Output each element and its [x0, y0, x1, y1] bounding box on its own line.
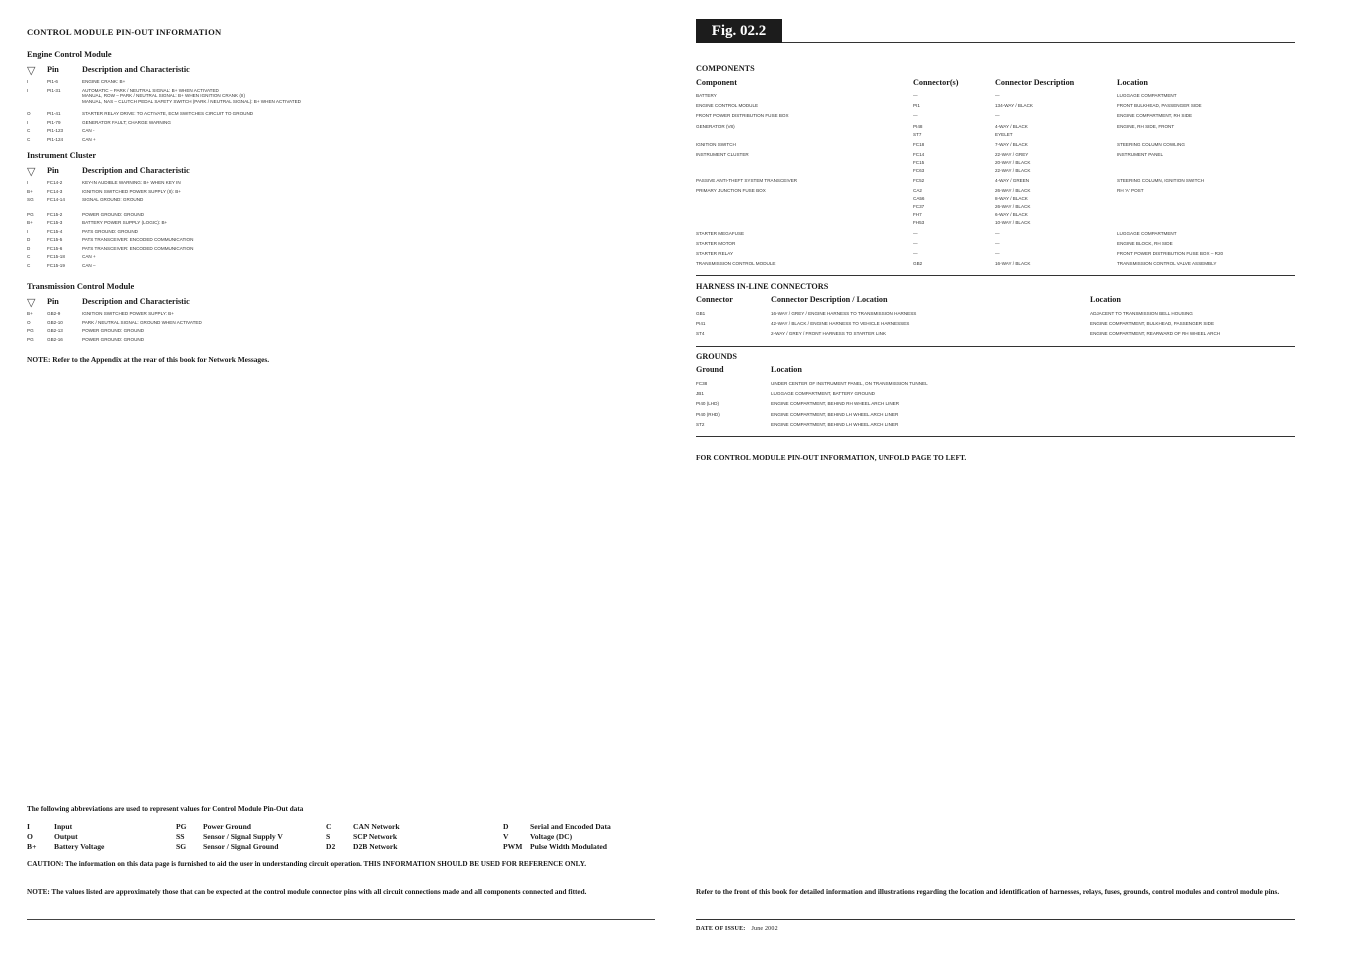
pin-description: KEY-IN AUDIBLE WARNING: B+ WHEN KEY IN	[82, 180, 181, 185]
pin-row	[27, 229, 655, 238]
description-column-header: Description and Characteristic	[82, 166, 190, 175]
ground-location: ENGINE COMPARTMENT, BEHIND LH WHEEL ARCH LINER	[771, 421, 899, 427]
component-location: ENGINE COMPARTMENT, RH SIDE	[1117, 113, 1193, 119]
harness-description: 42-WAY / BLACK / ENGINE HARNESS TO VEHICLE HARNESSES	[771, 321, 910, 327]
abbreviation-code: I	[27, 822, 30, 831]
reference-note: Refer to the front of this book for detailed information and illustrations regarding the location and identification of harnesses, relays, fuses, grounds, control modules and control module pins.	[696, 888, 1280, 896]
connector-description: 22-WAY / GREY 20-WAY / BLACK 22-WAY / BLACK	[995, 151, 1031, 173]
abbreviation-meaning: CAN Network	[353, 822, 400, 831]
table-row	[696, 320, 1295, 330]
pin-id: FC15-6	[47, 245, 63, 251]
connector-ids: PI48 ST7	[913, 123, 923, 137]
pin-description: CAN –	[82, 262, 96, 268]
date-of-issue	[696, 926, 778, 932]
abbreviations-legend	[27, 822, 667, 854]
pin-description: POWER GROUND: GROUND	[82, 336, 145, 342]
abbreviation-meaning: Serial and Encoded Data	[530, 822, 611, 831]
grounds-title: GROUNDS	[696, 352, 737, 361]
pin-column-header: Pin	[47, 65, 59, 74]
table-row	[696, 92, 1295, 102]
pin-type: I	[27, 79, 29, 84]
table-row	[696, 380, 1295, 390]
abbreviation-code: PWM	[503, 842, 523, 851]
abbreviation-code: D2	[326, 842, 336, 851]
divider	[696, 919, 1295, 920]
pin-id: GB2-10	[47, 319, 63, 325]
table-row	[696, 187, 1295, 229]
description-column-header: Description and Characteristic	[82, 65, 190, 74]
abbreviation-meaning: Voltage (DC)	[530, 832, 573, 841]
abbreviation-meaning: Sensor / Signal Ground	[203, 842, 279, 851]
component-location: RH 'A' POST	[1117, 188, 1144, 194]
divider	[782, 42, 1295, 43]
pin-type: SG	[27, 197, 34, 202]
pin-id: PI1-31	[47, 87, 61, 93]
pin-row	[27, 311, 655, 320]
harness-connector: PI41	[696, 321, 706, 327]
pin-row	[27, 212, 655, 221]
ground-id: JB1	[696, 391, 704, 397]
pin-type: C	[27, 128, 31, 134]
ground-location: ENGINE COMPARTMENT, BEHIND RH WHEEL ARCH LINER	[771, 401, 900, 407]
pin-description: POWER GROUND: GROUND	[82, 211, 145, 217]
pin-type: B+	[27, 311, 33, 316]
pin-table-header	[27, 297, 655, 309]
pin-description: CAN +	[82, 136, 96, 142]
pin-id: FC14-2	[47, 180, 63, 185]
pin-description: PATS GROUND: GROUND	[82, 228, 138, 234]
page-title: CONTROL MODULE PIN-OUT INFORMATION	[27, 27, 222, 37]
abbreviation-code: PG	[176, 822, 187, 831]
connectors-column-header: Connector(s)	[913, 78, 959, 87]
component-location: LUGGAGE COMPARTMENT	[1117, 93, 1177, 98]
connector-description: —	[995, 113, 1000, 119]
pin-type: PG	[27, 328, 34, 333]
pin-row	[27, 246, 655, 255]
pin-type: I	[27, 180, 29, 185]
pin-column-header: Pin	[47, 297, 59, 306]
pin-table-header	[27, 65, 655, 77]
pin-row	[27, 189, 655, 198]
abbreviation-code: SG	[176, 842, 187, 851]
pin-description: PATS TRANSCEIVER: ENCODED COMMUNICATION	[82, 237, 194, 242]
values-note: NOTE: The values listed are approximately those that can be expected at the control module connector pins with all circuit connections made and all components connected and fitted.	[27, 888, 587, 896]
left-page	[27, 0, 655, 954]
abbreviation-code: V	[503, 832, 509, 841]
module-heading: Transmission Control Module	[27, 282, 135, 291]
pin-row	[27, 328, 655, 337]
pin-type: C	[27, 254, 31, 259]
abbreviation-meaning: Pulse Width Modulated	[530, 842, 607, 851]
ground-location: ENGINE COMPARTMENT, BEHIND LH WHEEL ARCH LINER	[771, 411, 899, 417]
table-row	[696, 310, 1295, 320]
table-row	[696, 240, 1295, 250]
component-location: ENGINE, RH SIDE, FRONT	[1117, 123, 1175, 129]
table-row	[696, 260, 1295, 270]
pin-row	[27, 254, 655, 263]
abbreviation-meaning: Input	[54, 822, 73, 831]
abbreviation-meaning: SCP Network	[353, 832, 398, 841]
pin-type: PG	[27, 336, 34, 342]
pin-id: PI1-123	[47, 128, 64, 134]
pin-description: STARTER RELAY DRIVE: TO ACTIVATE, ECM SWITCHES CIRCUIT TO GROUND	[82, 111, 254, 117]
abbreviation-code: S	[326, 832, 331, 841]
location-column-header: Location	[771, 365, 802, 374]
connector-description-column-header: Connector Description	[995, 78, 1075, 87]
connector-ids: CA2 CA56 FC37 FH7 FH53	[913, 188, 925, 226]
caution-note: CAUTION: The information on this data page is furnished to aid the user in understanding circuit operation. THIS INFORMATION SHOULD BE USED FOR REFERENCE ONLY.	[27, 860, 587, 868]
pin-id: FC14-14	[47, 197, 65, 202]
connector-description: 4-WAY / GREEN	[995, 178, 1030, 184]
divider	[696, 436, 1295, 437]
pin-id: FC15-19	[47, 262, 65, 268]
component-location: STEERING COLUMN COWLING	[1117, 141, 1185, 147]
components-title: COMPONENTS	[696, 64, 755, 73]
component-name: FRONT POWER DISTRIBUTION FUSE BOX	[696, 113, 789, 119]
harness-connector: ST4	[696, 331, 705, 337]
pin-type: PG	[27, 211, 34, 217]
pin-description: PATS TRANSCEIVER: ENCODED COMMUNICATION	[82, 245, 194, 251]
grounds-table	[696, 380, 1295, 431]
connector-ids: —	[913, 93, 918, 98]
pin-type: B+	[27, 188, 33, 194]
abbreviation-code: O	[27, 832, 33, 841]
connector-description: 134-WAY / BLACK	[995, 103, 1033, 109]
table-row	[696, 230, 1295, 240]
table-row	[696, 421, 1295, 431]
location-column-header: Location	[1117, 78, 1148, 87]
component-name: PASSIVE ANTI-THEFT SYSTEM TRANSCEIVER	[696, 178, 798, 184]
component-name: GENERATOR (V8)	[696, 123, 735, 129]
component-name: INSTRUMENT CLUSTER	[696, 151, 749, 157]
pin-type: C	[27, 262, 31, 268]
abbreviation-meaning: Battery Voltage	[54, 842, 105, 851]
description-column-header: Description and Characteristic	[82, 297, 190, 306]
divider	[696, 346, 1295, 347]
connector-description: 7-WAY / BLACK	[995, 141, 1028, 147]
pin-type: D	[27, 245, 31, 251]
component-name: STARTER RELAY	[696, 250, 734, 256]
connector-ids: —	[913, 230, 918, 236]
pin-row	[27, 137, 655, 146]
connector-description: —	[995, 230, 1000, 236]
component-location: STEERING COLUMN, IGNITION SWITCH	[1117, 178, 1205, 184]
harness-location: ADJACENT TO TRANSMISSION BELL HOUSING	[1090, 311, 1193, 316]
module-engine-control	[27, 50, 655, 145]
pin-description: SIGNAL GROUND: GROUND	[82, 197, 144, 202]
connector-ids: —	[913, 240, 918, 246]
triangle-icon: ▽	[27, 65, 36, 77]
abbreviation-code: C	[326, 822, 332, 831]
abbreviation-code: B+	[27, 842, 37, 851]
pin-description: POWER GROUND: GROUND	[82, 328, 145, 333]
right-page	[696, 0, 1295, 954]
pin-row	[27, 120, 655, 129]
pin-row	[27, 111, 655, 120]
pin-rows	[27, 79, 655, 145]
abbreviation-meaning: Output	[54, 832, 78, 841]
ground-id: ST2	[696, 421, 705, 427]
pin-row	[27, 337, 655, 346]
connector-ids: PI1	[913, 103, 920, 109]
abbreviation-meaning: Sensor / Signal Supply V	[203, 832, 283, 841]
ground-id: PI40 (RHD)	[696, 411, 720, 417]
abbreviation-meaning: D2B Network	[353, 842, 398, 851]
pin-column-header: Pin	[47, 166, 59, 175]
ground-column-header: Ground	[696, 365, 724, 374]
pin-id: PI1-79	[47, 119, 61, 125]
table-row	[696, 112, 1295, 122]
table-row	[696, 400, 1295, 410]
ground-id: FC38	[696, 381, 708, 386]
abbreviation-meaning: Power Ground	[203, 822, 252, 831]
ground-location: UNDER CENTER OF INSTRUMENT PANEL, ON TRANSMISSION TUNNEL	[771, 381, 928, 386]
table-row	[696, 177, 1295, 187]
pin-row	[27, 180, 655, 189]
network-messages-note: NOTE: Refer to the Appendix at the rear of this book for Network Messages.	[27, 355, 270, 364]
connector-description: 26-WAY / BLACK 8-WAY / BLACK 26-WAY / BLACK 6-WAY / BLACK 10-WAY / BLACK	[995, 188, 1031, 226]
harness-description: 2-WAY / GREY / FRONT HARNESS TO STARTER LINK	[771, 331, 887, 337]
pin-rows	[27, 311, 655, 345]
component-location: ENGINE BLOCK, RH SIDE	[1117, 240, 1173, 246]
pin-type: B+	[27, 220, 33, 225]
component-name: IGNITION SWITCH	[696, 141, 736, 147]
pin-description: AUTOMATIC – PARK / NEUTRAL SIGNAL: B+ WHEN ACTIVATED MANUAL, ROW – PARK / NEUTRAL SIGNAL: B+ WHEN IGNITION CRANK (II) MANUAL, NAS – CLUTCH PEDAL SAFETY SWITCH (PARK / NEUTRAL SIGNAL): B+ WHEN ACTIVATED	[82, 87, 301, 104]
abbreviations-intro: The following abbreviations are used to represent values for Control Module Pin-Out data	[27, 805, 304, 813]
harness-title: HARNESS IN-LINE CONNECTORS	[696, 282, 829, 291]
connector-description: 16-WAY / BLACK	[995, 261, 1031, 267]
connector-description: —	[995, 250, 1000, 256]
table-row	[696, 123, 1295, 141]
pin-type: C	[27, 136, 31, 142]
table-row	[696, 141, 1295, 151]
connector-ids: FC18	[913, 141, 925, 147]
date-label: DATE OF ISSUE:	[696, 926, 746, 932]
triangle-icon: ▽	[27, 297, 36, 309]
pin-type: I	[27, 228, 29, 234]
connector-column-header: Connector	[696, 295, 733, 304]
connector-ids: —	[913, 250, 918, 256]
pin-description: BATTERY POWER SUPPLY (LOGIC): B+	[82, 220, 168, 225]
component-location: FRONT POWER DISTRIBUTION FUSE BOX – R20	[1117, 250, 1224, 256]
components-header	[696, 78, 1295, 90]
component-location: INSTRUMENT PANEL	[1117, 151, 1164, 157]
connector-ids: FC52	[913, 178, 925, 184]
harness-location: ENGINE COMPARTMENT, REARWARD OF RH WHEEL ARCH	[1090, 331, 1221, 337]
pin-row	[27, 320, 655, 329]
components-table	[696, 92, 1295, 270]
component-name: PRIMARY JUNCTION FUSE BOX	[696, 188, 766, 194]
pin-id: FC15-18	[47, 254, 65, 259]
abbreviation-code: SS	[176, 832, 185, 841]
component-name: BATTERY	[696, 93, 717, 98]
table-row	[696, 151, 1295, 177]
pin-row	[27, 128, 655, 137]
unfold-instruction: FOR CONTROL MODULE PIN-OUT INFORMATION, UNFOLD PAGE TO LEFT.	[696, 453, 967, 462]
component-name: ENGINE CONTROL MODULE	[696, 103, 759, 109]
pin-id: FC15-4	[47, 228, 63, 234]
pin-type: D	[27, 237, 31, 242]
connector-description: —	[995, 93, 1000, 98]
pin-description: IGNITION SWITCHED POWER SUPPLY (II): B+	[82, 188, 181, 194]
pin-id: PI1-41	[47, 111, 61, 117]
connector-ids: FC14 FC15 FC63	[913, 151, 925, 173]
divider	[696, 275, 1295, 276]
pin-row	[27, 220, 655, 229]
connector-description-location-column-header: Connector Description / Location	[771, 295, 888, 304]
connector-description: —	[995, 240, 1000, 246]
abbreviation-code: D	[503, 822, 509, 831]
harness-description: 16-WAY / GREY / ENGINE HARNESS TO TRANSMISSION HARNESS	[771, 311, 917, 316]
pin-id: FC14-3	[47, 188, 63, 194]
pin-row	[27, 263, 655, 272]
component-column-header: Component	[696, 78, 737, 87]
pin-description: ENGINE CRANK: B+	[82, 79, 126, 84]
harness-header	[696, 295, 1295, 307]
pin-id: GB2-9	[47, 311, 61, 316]
component-location: LUGGAGE COMPARTMENT	[1117, 230, 1177, 236]
pin-id: GB2-13	[47, 328, 63, 333]
divider	[27, 919, 655, 920]
location-column-header: Location	[1090, 295, 1121, 304]
pin-type: O	[27, 319, 31, 325]
harness-table	[696, 310, 1295, 341]
date-value: June 2002	[751, 926, 778, 932]
component-name: TRANSMISSION CONTROL MODULE	[696, 261, 776, 267]
pin-type: I	[27, 87, 29, 93]
module-transmission-control	[27, 282, 655, 345]
pin-id: PI1-6	[47, 79, 58, 84]
module-instrument-cluster	[27, 151, 655, 271]
component-location: FRONT BULKHEAD, PASSENGER SIDE	[1117, 103, 1202, 109]
pin-row	[27, 88, 655, 112]
module-heading: Instrument Cluster	[27, 151, 97, 160]
pin-id: FC15-5	[47, 237, 63, 242]
connector-description: 4-WAY / BLACK EYELET	[995, 123, 1028, 137]
pin-description: GENERATOR FAULT; CHARGE WARNING	[82, 119, 171, 125]
pin-description: CAN +	[82, 254, 96, 259]
grounds-header	[696, 365, 1295, 377]
harness-location: ENGINE COMPARTMENT, BULKHEAD, PASSENGER SIDE	[1090, 321, 1215, 327]
component-name: STARTER MOTOR	[696, 240, 736, 246]
ground-location: LUGGAGE COMPARTMENT, BATTERY GROUND	[771, 391, 875, 397]
harness-connector: GB1	[696, 311, 706, 316]
pin-table-header	[27, 166, 655, 178]
table-row	[696, 102, 1295, 112]
pin-type: O	[27, 111, 31, 117]
module-heading: Engine Control Module	[27, 50, 112, 59]
connector-ids: GB2	[913, 261, 923, 267]
figure-label: Fig. 02.2	[696, 19, 782, 43]
pin-rows	[27, 180, 655, 271]
pin-id: FC15-2	[47, 211, 63, 217]
table-row	[696, 330, 1295, 340]
pin-description: PARK / NEUTRAL SIGNAL: GROUND WHEN ACTIVATED	[82, 319, 202, 325]
component-location: TRANSMISSION CONTROL VALVE ASSEMBLY	[1117, 261, 1217, 267]
pin-id: GB2-16	[47, 336, 63, 342]
pin-id: PI1-124	[47, 136, 64, 142]
table-row	[696, 411, 1295, 421]
table-row	[696, 250, 1295, 260]
pin-row	[27, 237, 655, 246]
pin-row	[27, 79, 655, 88]
pin-description: CAN -	[82, 128, 95, 134]
pin-type: I	[27, 119, 29, 125]
pin-id: FC15-3	[47, 220, 63, 225]
triangle-icon: ▽	[27, 166, 36, 178]
ground-id: PI40 (LHD)	[696, 401, 719, 407]
pin-row	[27, 197, 655, 212]
connector-ids: —	[913, 113, 918, 119]
component-name: STARTER MEGAFUSE	[696, 230, 745, 236]
table-row	[696, 390, 1295, 400]
pin-description: IGNITION SWITCHED POWER SUPPLY: B+	[82, 311, 174, 316]
